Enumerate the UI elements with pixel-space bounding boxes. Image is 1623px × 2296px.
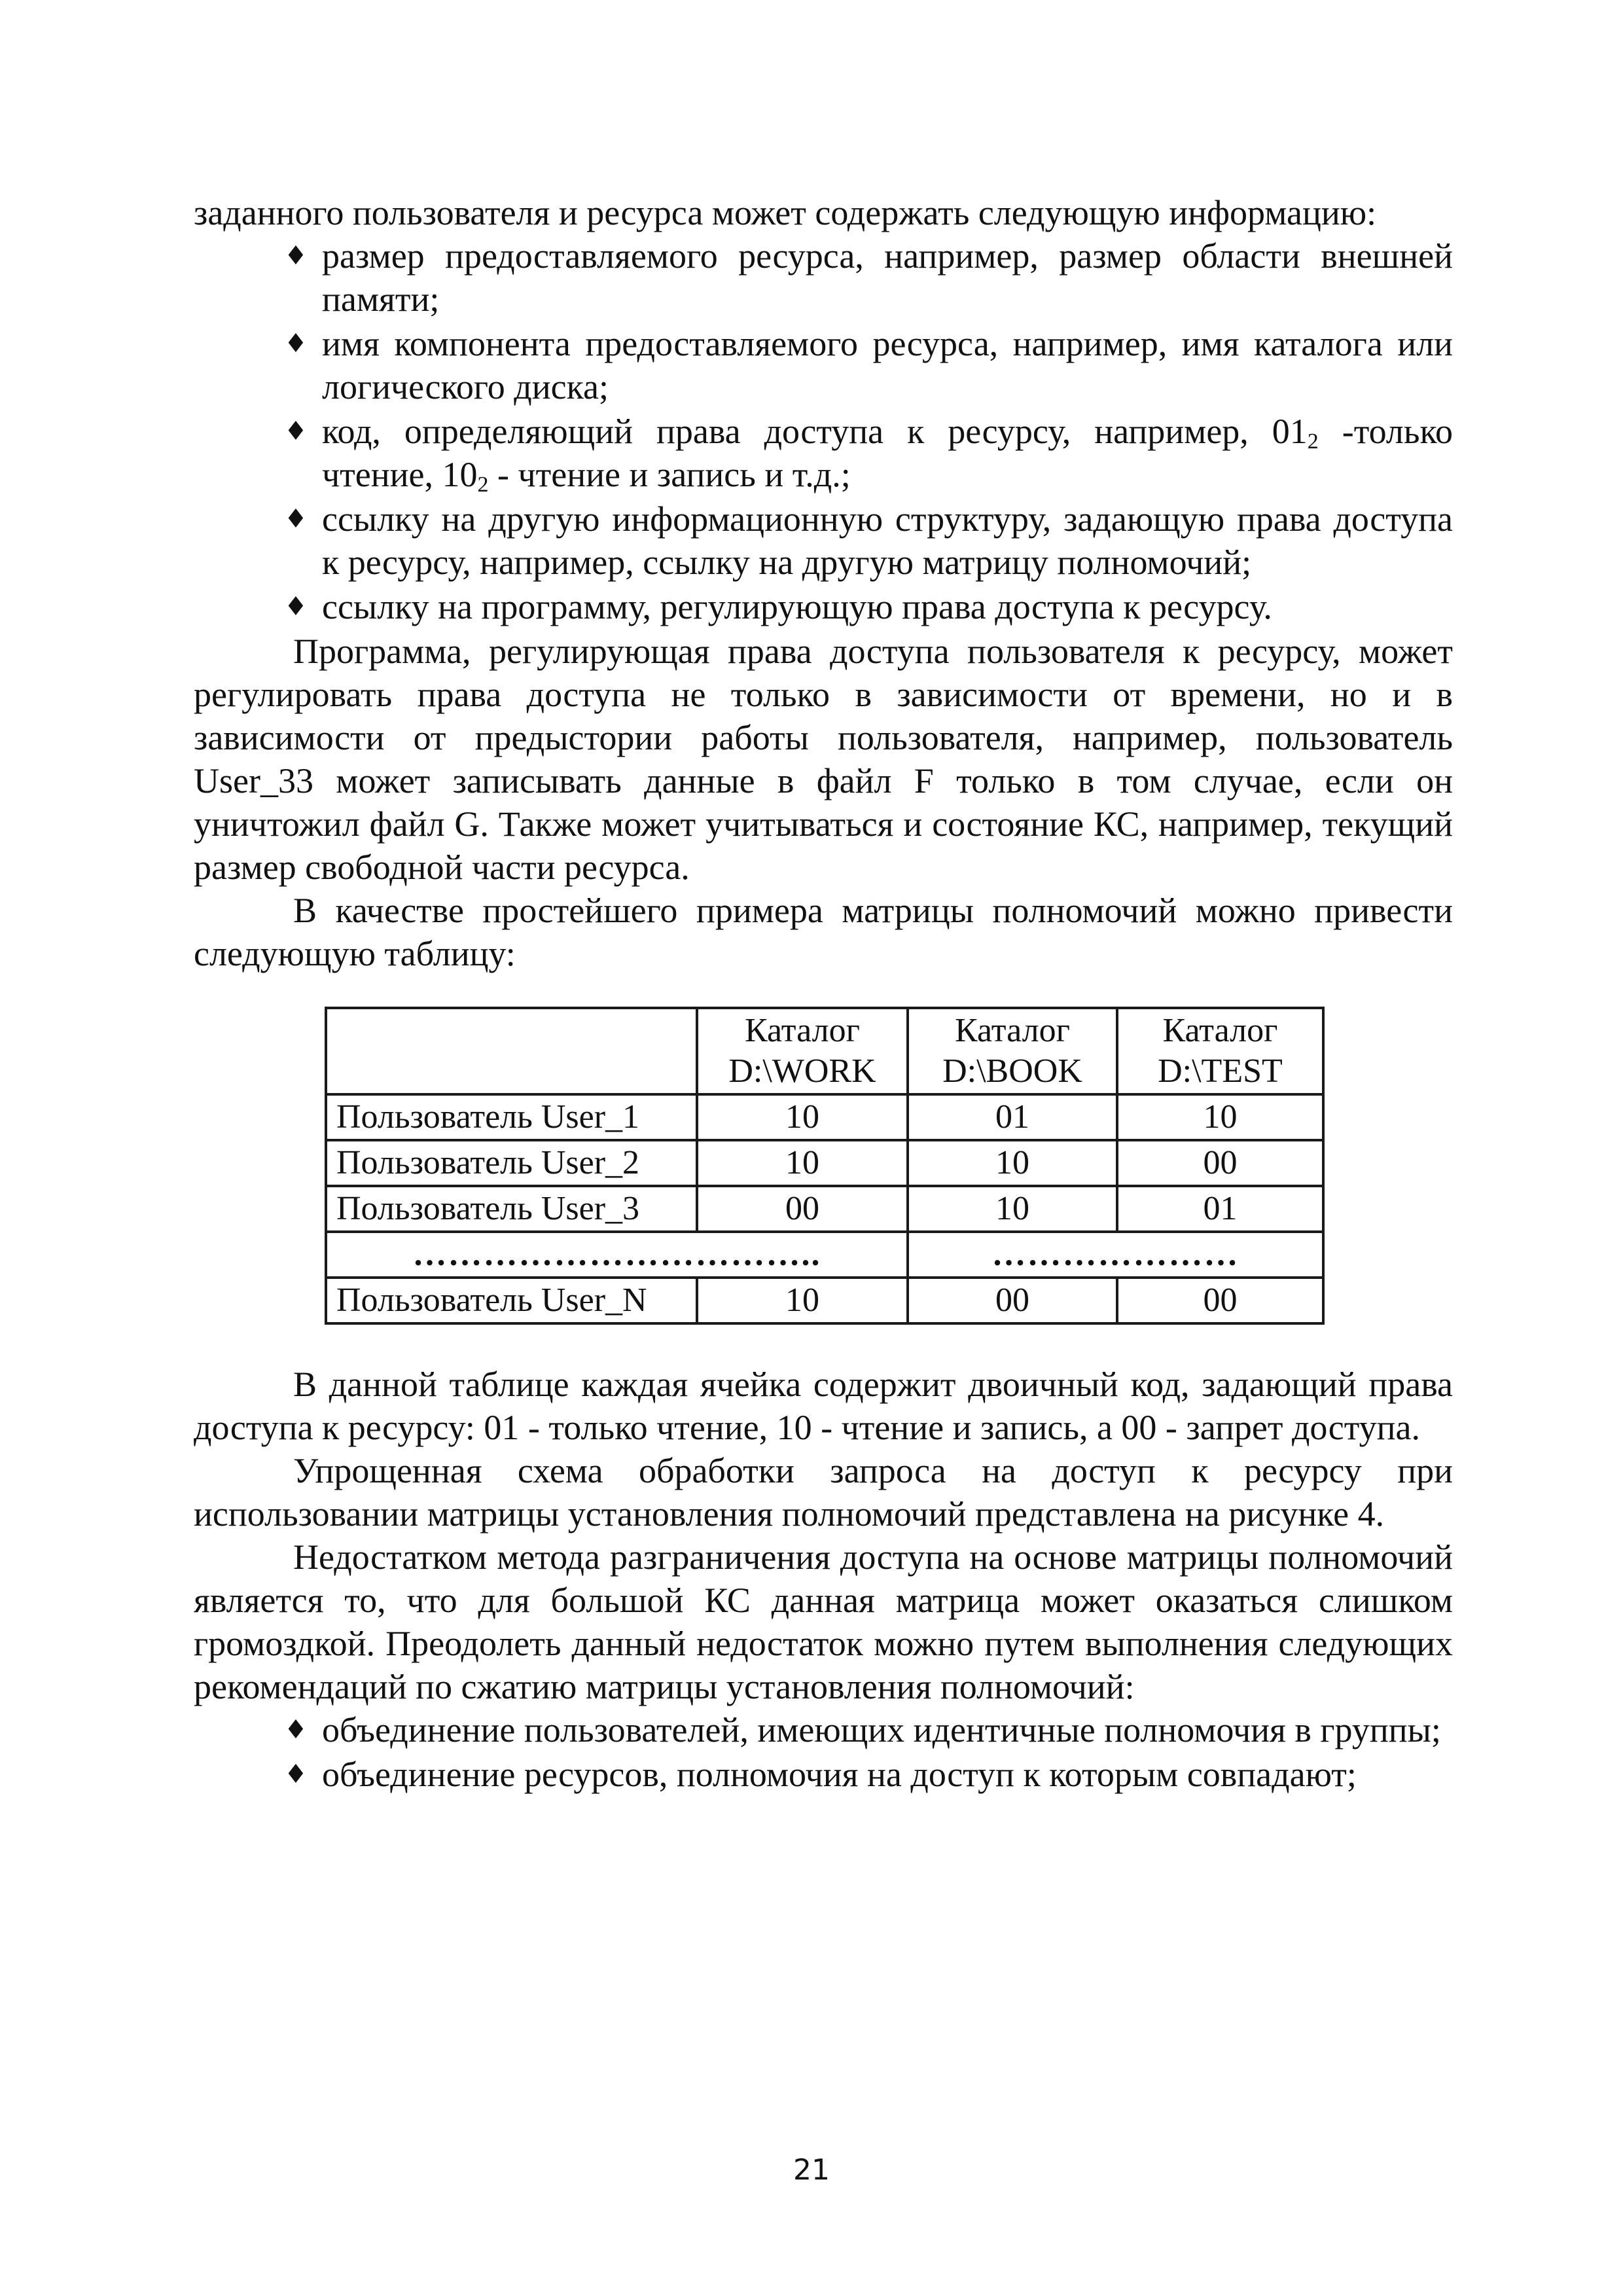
table-corner-cell <box>326 1008 697 1094</box>
ellipsis-cell: ………………… <box>908 1232 1323 1278</box>
diamond-bullet-icon: ♦ <box>284 504 308 534</box>
document-page <box>194 191 1453 1797</box>
column-header-line: Каталог <box>1162 1012 1278 1049</box>
diamond-bullet-icon: ♦ <box>284 1759 308 1789</box>
text-segment: код, определяющий права доступа к ресурсу, например, 01 <box>322 412 1308 451</box>
table-row <box>326 1094 1323 1140</box>
compression-recommendations-list <box>194 1708 1453 1796</box>
table-cell: 10 <box>697 1094 908 1140</box>
access-matrix-table <box>325 1007 1325 1325</box>
table-row <box>326 1278 1323 1323</box>
table-header-row <box>326 1008 1323 1094</box>
diamond-bullet-icon: ♦ <box>284 329 308 359</box>
list-item-text <box>322 412 1453 497</box>
row-header-cell: Пользователь User_1 <box>326 1094 697 1140</box>
diamond-bullet-icon: ♦ <box>284 592 308 622</box>
list-item <box>284 585 1453 628</box>
table-cell: 01 <box>908 1094 1117 1140</box>
column-header-line: D:\WORK <box>728 1052 876 1090</box>
body-paragraph: В качестве простейшего примера матрицы полномочий можно привести следующую таблицу: <box>194 891 1453 973</box>
column-header-line: D:\TEST <box>1158 1052 1283 1090</box>
list-item <box>284 497 1453 584</box>
intro-paragraph: заданного пользователя и ресурса может содержать следующую информацию: <box>194 193 1377 232</box>
page-number: 21 <box>793 2153 830 2187</box>
diamond-bullet-icon: ♦ <box>284 416 308 446</box>
text-segment: -только чтение, 10 <box>322 412 1453 494</box>
diamond-bullet-icon: ♦ <box>284 241 308 271</box>
table-column-header <box>1117 1008 1323 1094</box>
column-header-line: Каталог <box>745 1012 860 1049</box>
list-item <box>284 410 1453 497</box>
text-segment: - чтение и запись и т.д.; <box>488 455 851 494</box>
body-paragraph: Программа, регулирующая права доступа пользователя к ресурсу, может регулировать права доступа не только в зависимости от времени, но и в зависимости от предыстории работы пользователя, например, пользователь User_33 может записывать данные в файл F только в том случае, если он уничтожил файл G. Также может учитываться и состояние КС, например, текущий размер свободной части ресурса. <box>194 632 1453 887</box>
subscript: 2 <box>1307 429 1319 454</box>
list-item <box>284 322 1453 408</box>
list-item-text: объединение пользователей, имеющих идентичные полномочия в группы; <box>322 1710 1441 1749</box>
list-item <box>284 234 1453 321</box>
table-cell: 10 <box>908 1186 1117 1232</box>
table-cell: 00 <box>697 1186 908 1232</box>
column-header-line: D:\BOOK <box>942 1052 1082 1090</box>
row-header-cell: Пользователь User_N <box>326 1278 697 1323</box>
table-cell: 10 <box>908 1140 1117 1186</box>
table-column-header <box>908 1008 1117 1094</box>
body-paragraph: Недостатком метода разграничения доступа на основе матрицы полномочий является то, что для большой КС данная матрица может оказаться слишком громоздкой. Преодолеть данный недостаток можно путем выполнения следующих рекомендаций по сжатию матрицы установления полномочий: <box>194 1537 1453 1706</box>
list-item <box>284 1708 1453 1751</box>
table-cell: 01 <box>1117 1186 1323 1232</box>
table-row <box>326 1186 1323 1232</box>
list-item <box>284 1753 1453 1796</box>
row-header-cell: Пользователь User_2 <box>326 1140 697 1186</box>
subscript: 2 <box>477 473 489 497</box>
table-cell: 00 <box>908 1278 1117 1323</box>
list-item-text: ссылку на программу, регулирующую права доступа к ресурсу. <box>322 587 1272 626</box>
list-item-text: объединение ресурсов, полномочия на доступ к которым совпадают; <box>322 1755 1357 1794</box>
table-row <box>326 1140 1323 1186</box>
table-cell: 00 <box>1117 1278 1323 1323</box>
list-item-text: размер предоставляемого ресурса, например, размер области внешней памяти; <box>322 236 1453 319</box>
ellipsis-cell: …………………………….. <box>326 1232 908 1278</box>
row-header-cell: Пользователь User_3 <box>326 1186 697 1232</box>
table-ellipsis-row <box>326 1232 1323 1278</box>
body-paragraph: В данной таблице каждая ячейка содержит двоичный код, задающий права доступа к ресурсу: 01 - только чтение, 10 - чтение и запись, а 00 - запрет доступа. <box>194 1365 1453 1447</box>
resource-info-list <box>194 234 1453 628</box>
column-header-line: Каталог <box>955 1012 1070 1049</box>
table-cell: 10 <box>1117 1094 1323 1140</box>
table-cell: 10 <box>697 1278 908 1323</box>
body-paragraph: Упрощенная схема обработки запроса на доступ к ресурсу при использовании матрицы установления полномочий представлена на рисунке 4. <box>194 1451 1453 1534</box>
list-item-text: ссылку на другую информационную структуру, задающую права доступа к ресурсу, например, ссылку на другую матрицу полномочий; <box>322 499 1453 582</box>
list-item-text: имя компонента предоставляемого ресурса, например, имя каталога или логического диска; <box>322 324 1453 406</box>
table-column-header <box>697 1008 908 1094</box>
diamond-bullet-icon: ♦ <box>284 1715 308 1745</box>
table-cell: 10 <box>697 1140 908 1186</box>
table-cell: 00 <box>1117 1140 1323 1186</box>
